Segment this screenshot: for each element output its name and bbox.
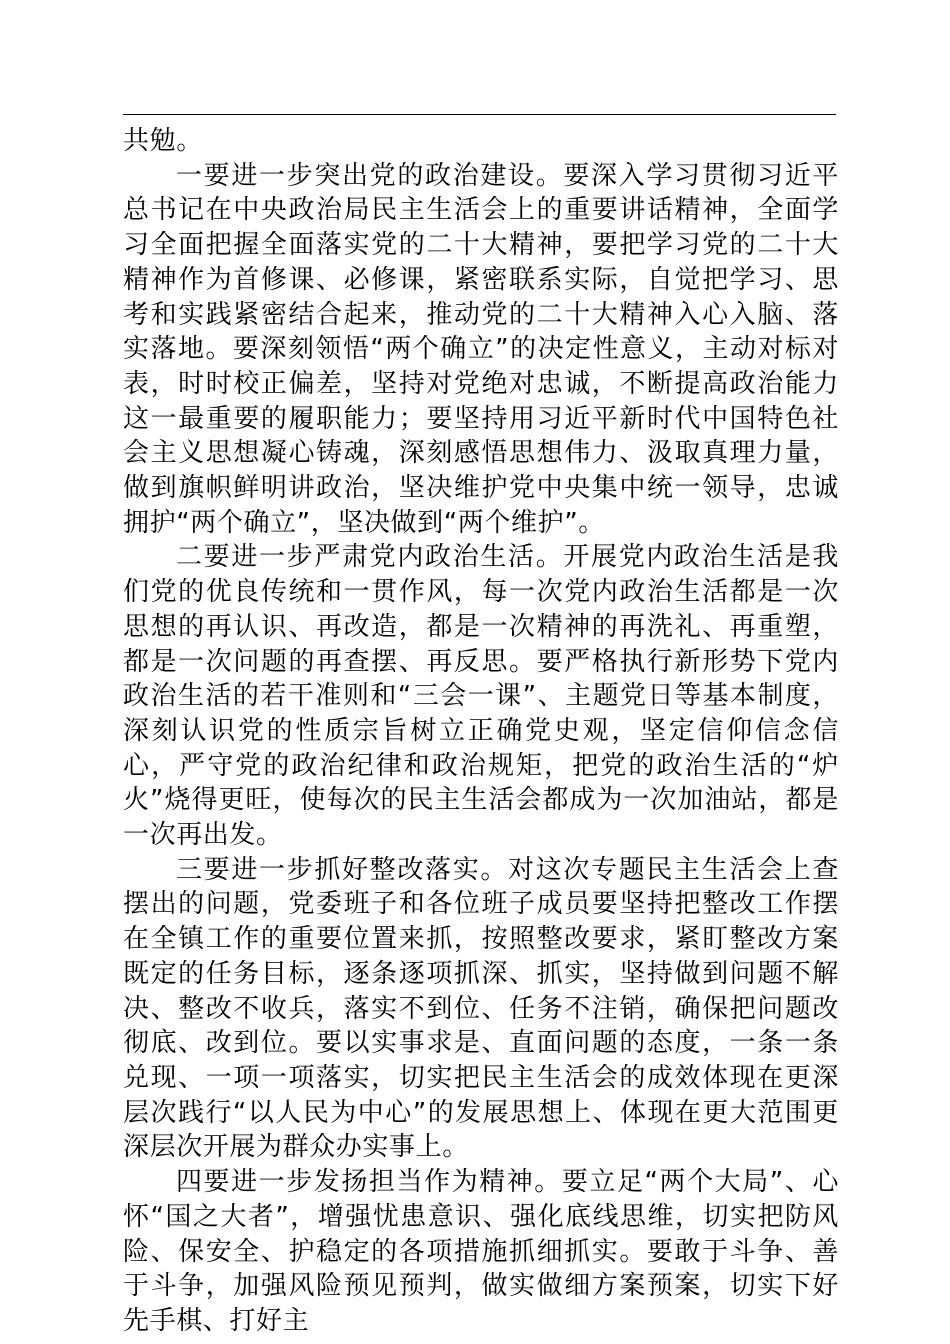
lead-in-text: 共勉。	[123, 126, 203, 156]
paragraph-party-political-life: 二要进一步严肃党内政治生活。开展党内政治生活是我们党的优良传统和一贯作风，每一次党内政治生活都是一次思想的再认识、再改造，都是一次精神的再洗礼、再重塑，都是一次问题的再查摆、再反思。要严格执行新形势下党内政治生活的若干准则和“三会一课”、主题党日等基本制度，深刻认识党的性质宗旨树立正确党史观，坚定信仰信念信心，严守党的政治纪律和政治规矩，把党的政治生活的“炉火”烧得更旺，使每次的民主生活会都成为一次加油站，都是一次再出发。	[123, 542, 839, 851]
paragraph-responsibility: 四要进一步发扬担当作为精神。要立足“两个大局”、心怀“国之大者”，增强忧患意识、强化底线思维，切实把防风险、保安全、护稳定的各项措施抓细抓实。要敢于斗争、善于斗争，加强风险预见预判，做实做细方案预案，切实下好先手棋、打好主	[123, 1167, 839, 1336]
paragraph-political-building: 一要进一步突出党的政治建设。要深入学习贯彻习近平总书记在中央政治局民主生活会上的重要讲话精神，全面学习全面把握全面落实党的二十大精神，要把学习党的二十大精神作为首修课、必修课，紧密联系实际，自觉把学习、思考和实践紧密结合起来，推动党的二十大精神入心入脑、落实落地。要深刻领悟“两个确立”的决定性意义，主动对标对表，时时校正偏差，坚持对党绝对忠诚，不断提高政治能力这一最重要的履职能力；要坚持用习近平新时代中国特色社会主义思想凝心铸魂，深刻感悟思想伟力、汲取真理力量，做到旗帜鲜明讲政治，坚决维护党中央集中统一领导，忠诚拥护“两个确立”，坚决做到“两个维护”。	[123, 160, 839, 538]
header-rule	[123, 114, 836, 115]
paragraph-rectification: 三要进一步抓好整改落实。对这次专题民主生活会上查摆出的问题，党委班子和各位班子成员要坚持把整改工作摆在全镇工作的重要位置来抓，按照整改要求，紧盯整改方案既定的任务目标，逐条逐项抓深、抓实，坚持做到问题不解决、整改不收兵，落实不到位、任务不注销，确保把问题改彻底、改到位。要以实事求是、直面问题的态度，一条一条兑现、一项一项落实，切实把民主生活会的成效体现在更深层次践行“以人民为中心”的发展思想上、体现在更大范围更深层次开展为群众办实事上。	[123, 854, 839, 1163]
document-body	[123, 124, 839, 1339]
